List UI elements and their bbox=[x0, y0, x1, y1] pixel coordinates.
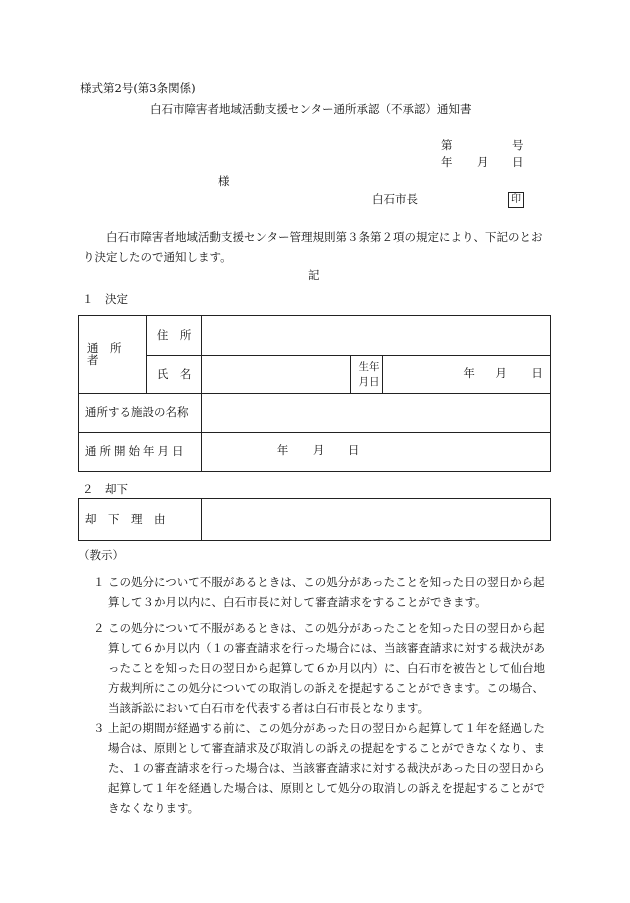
section2-heading: ２ 却下 bbox=[82, 482, 128, 496]
seal-box: 印 bbox=[508, 192, 524, 208]
instruction-item bbox=[93, 572, 553, 612]
birth-label-1: 生年 bbox=[358, 360, 380, 373]
applicant-label: 通 所 者 bbox=[87, 341, 133, 367]
issuer: 白石市長 bbox=[372, 192, 418, 206]
date-day: 日 bbox=[512, 155, 524, 169]
reason-value[interactable] bbox=[201, 499, 550, 541]
name-label-cell bbox=[146, 356, 201, 394]
body-text: 白石市障害者地域活動支援センター管理規則第３条第２項の規定により、下記のとおり決定したので通知します。 bbox=[83, 230, 543, 264]
start-label-cell bbox=[79, 433, 202, 472]
form-label: 様式第2号(第3条関係) bbox=[80, 81, 196, 95]
addressee-honorific: 様 bbox=[218, 174, 230, 188]
reason-label: 却 下 理 由 bbox=[85, 511, 166, 526]
instruction-text: この処分について不服があるときは、この処分があったことを知った日の翌日から起算して６か月以内（１の審査請求を行った場合には、当該審査請求に対する裁決があったことを知った日の翌日から起算して６か月以内）に、白石市を被告として仙台地方裁判所にこの処分についての取消しの訴えを提起することができます。この場合、当該訴訟において白石市を代表する者は白石市長となります。 bbox=[108, 621, 545, 715]
birth-month: 月 bbox=[495, 365, 507, 380]
name-value[interactable] bbox=[201, 356, 351, 394]
applicant-label-cell bbox=[79, 316, 147, 394]
number-prefix: 第 bbox=[441, 138, 453, 152]
instruction-text: この処分について不服があるときは、この処分があったことを知った日の翌日から起算して３か月以内に、白石市長に対して審査請求をすることができます。 bbox=[108, 575, 545, 609]
reason-label-cell bbox=[79, 499, 202, 541]
instruction-number: １ bbox=[93, 575, 105, 589]
ki-mark: 記 bbox=[308, 268, 320, 282]
page-title: 白石市障害者地域活動支援センター通所承認（不承認）通知書 bbox=[150, 102, 472, 116]
facility-value[interactable] bbox=[201, 394, 550, 433]
birth-label-2: 月日 bbox=[358, 375, 380, 388]
name-label: 氏 名 bbox=[156, 366, 192, 381]
address-value[interactable] bbox=[201, 316, 550, 356]
facility-label: 通所する施設の名称 bbox=[85, 405, 189, 420]
birth-year: 年 bbox=[463, 365, 475, 380]
instruction-item bbox=[93, 618, 553, 718]
address-label-cell bbox=[146, 316, 201, 356]
decision-table bbox=[78, 315, 551, 472]
instruction-number: ３ bbox=[93, 721, 105, 735]
birth-day: 日 bbox=[531, 365, 543, 380]
start-day: 日 bbox=[347, 443, 360, 457]
section1-heading: １ 決定 bbox=[82, 292, 128, 306]
instruction-number: ２ bbox=[93, 621, 105, 635]
instructions-heading: （教示） bbox=[78, 548, 124, 562]
number-suffix: 号 bbox=[512, 138, 524, 152]
start-year: 年 bbox=[276, 443, 289, 457]
date-year: 年 bbox=[441, 155, 453, 169]
instruction-text: 上記の期間が経過する前に、この処分があった日の翌日から起算して１年を経過した場合は、原則として審査請求及び取消しの訴えの提起をすることができなくなり、また、１の審査請求を行った場合は、当該審査請求に対する裁決があった日の翌日から起算して１年を経過した場合は、原則として処分の取消しの訴えを提起することができなくなります。 bbox=[108, 721, 545, 815]
instruction-item bbox=[93, 718, 553, 818]
rejection-table bbox=[78, 498, 551, 541]
start-date-value[interactable] bbox=[201, 433, 550, 472]
address-label: 住 所 bbox=[156, 327, 192, 342]
birth-date-value[interactable] bbox=[383, 356, 551, 394]
facility-label-cell bbox=[79, 394, 202, 433]
date-month: 月 bbox=[477, 155, 489, 169]
start-month: 月 bbox=[312, 443, 325, 457]
birth-label-cell bbox=[351, 356, 383, 394]
start-label: 通所開始年月日 bbox=[85, 444, 187, 459]
